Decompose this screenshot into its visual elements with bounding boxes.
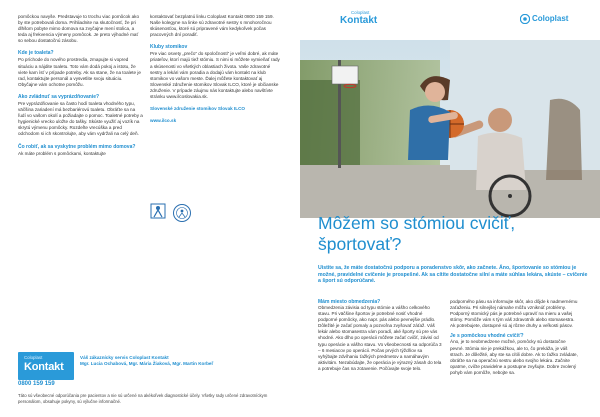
section-heading-clubs: Kluby stomikov: [150, 44, 188, 51]
kontakt-brand-small: Coloplast: [24, 355, 43, 360]
headline-line-1: Môžem so stómiou cvičiť,: [318, 213, 516, 233]
kontakt-brand-big: Kontakt: [24, 361, 64, 373]
section-heading-exercise: Je s pomôckou vhodné cvičiť?: [450, 333, 524, 340]
org-url-link[interactable]: www.ilco.sk: [150, 118, 177, 124]
section-text-toilet: Po príchode do nového prostredia, zmapujte si vopred situáciu a nájdite toaletu. Toto vám dodá pokoj a istotu, že viete kam ísť v prípade potreby. Ak sa stane, že na toalete je rad, kontaktujte personál a vysvetlite svoju situáciu. Obyčajne vám ochotne pomôžu.: [18, 57, 141, 87]
contact-nurses-names: Mgr. Lucia Ochabová, Mgr. Mária Žiaková, Mgr. Martin Korbeľ: [80, 361, 214, 367]
left-column-b: [150, 14, 280, 130]
section-text-exercise: Áno, je to neobmedzene možné, pomôcky sú dostatočne pevné. Stómia nie je prekážkou, ale to, čo prekáža, je váš strach. Je dôležité, aby ste sa cítili dobre. Ak to ťažko zvládate, obráťte sa na operačnú sestru alebo svojho lekára. Začnite opatrne, cvičte pravidelne a postupne zvyšujte. Dobre zvolený pohyb vám pomôže, nebojte sa.: [450, 339, 578, 375]
ilco-logo-icon: [150, 203, 166, 219]
right-column-b: [450, 299, 580, 380]
right-column-a: [318, 299, 442, 376]
coloplast-name: Coloplast: [532, 14, 569, 23]
contact-nurses-title: Váš zákaznícky servis Coloplast Kontakt: [80, 355, 169, 360]
section-text-limits: Obmedzenia závisia od typu stómie a vášho celkového stavu. Pri väčšine športov je potrebné nosiť vhodné podporné pomôcky, ako napr. pás alebo pevnejšie prádlo. Dôležité je začať pomaly a pozvoľna zvyšovať záťaž. Váš lekár alebo stomasestra vám poradí, aké športy sú pre vás vhodné. Ako dlho po operácii môžete začať cvičiť, závisí od typu operácie a vášho stavu. Vo všeobecnosti sa odporúča 3 – 6 mesiacov po operácii. Počas prvých týždňov sa vyhýbajte zdvíhaniu ťažkých predmetov a namáhavým aktivitám. Nezabúdajte, že operácia je výrazný zásah do tela a potrebuje čas na zotavenie. Počúvajte svoje telo.: [318, 305, 442, 371]
org-name: Slovenské združenie stomikov Slovak ILCO: [150, 106, 245, 112]
headline-line-2: športovať?: [318, 234, 402, 254]
section-text-emptying: Pre vyprázdňovanie sa často hodí toaleta vhodného typu, väčšina zariadení má bezbariérovú toaletu. Obráťte sa na ľudí vo vašom okolí a požiadajte o pomoc. Toaletné potreby a hygienické vrecko uložte do tašky. Skúste využiť aj vozík na skrytú výmenu pomôcky. Rozdeľte vrecúška a pred odchodom si ich skontrolujte, aby vám vydržali na celý deň.: [18, 100, 143, 137]
section-heading-toilet: Kde je toaleta?: [18, 50, 54, 57]
contact-bar: [18, 352, 288, 392]
hotline-phone[interactable]: 0800 159 159: [18, 381, 55, 387]
left-col-a-intro: pomôckou navyše. Predstavuje to trochu viac pomôcok ako by ste potrebovali doma. Prihliadnite na skutočnosť, že pri dlhšom pobyte mimo domova sa zvyčajne mení stolica, a teda aj frekvencia výmeny pomôcok. Je preto výhodné mať so sebou dostatočnú zásobu.: [18, 14, 140, 44]
photo-illustration: [300, 40, 600, 218]
section-text-problem: Ak máte problém s pomôckami, kontaktujte: [18, 150, 106, 156]
coloplast-mark-icon: [520, 14, 530, 24]
contact-nurses: [80, 355, 213, 367]
section-text-clubs: Pre viac osvety „prečo“ do spoločnosti“ je veľmi dobré, ak máte priateľov, ktorí majú tiež stómiu. S nimi si môžete vymieňať rady a skúsenosti vo všetkých oblastiach života. Vaše zdravotné sestry a lekári vám poradia a dodajú vám kontakt na klub stomikov vo vašom meste. Ďalej môžete kontaktovať aj Slovenské združenie stomikov Slovak ILCO, ktoré je občianske združenie. V prípade záujmu nás kontaktujte alebo navštívte stránku www.ilcoslovakia.sk.: [150, 51, 280, 100]
basketball-photo: [300, 40, 600, 218]
left-col-b-intro: kontaktovať bezplatnú linku Coloplast Kontakt 0800 159 159. Naše kolegyne na linke sú zdravotné sestry s mnohoročnou skúsenosťou, ktoré sú pripravené vám kedykoľvek počas pracovných dní poradiť.: [150, 14, 274, 38]
kontakt-logo-box: [18, 352, 74, 380]
brand-top-small: Coloplast: [351, 10, 370, 15]
association-seal-icon: [172, 203, 192, 223]
footnote: Táto sú všeobecné odporúčania pre pacientov a nie sú určené na akékoľvek diagnostické účely. Všetky rady určené zdravotníckym personálom, obsahuje pokyny, sú výlučne informačné.: [18, 393, 268, 404]
page-headline: [318, 213, 588, 255]
right-col-b-intro: podporného pásu sa informujte skôr, ako dôjde k nadmernému zaťaženiu. Pri silnejšej námahe môžu vzniknúť problémy. Podporný stomický pás je potrebné upraviť na mieru a vašej stómy. Pomôže vám s tým váš zdravotník alebo stomasestra. Ak potrebujete, dostupné sú aj rôzne druhy a veľkosti pásov.: [450, 299, 578, 329]
left-column-a: [18, 14, 143, 163]
section-heading-problem: Čo robiť, ak sa vyskytne problém mimo domova?: [18, 143, 136, 150]
partner-logos: [150, 203, 260, 225]
section-heading-emptying: Ako zvládnuť sa vyprázdňovanie?: [18, 93, 100, 100]
section-heading-limits: Mám miesto obmedzenia?: [318, 299, 381, 305]
brand-top-big: Kontakt: [340, 15, 378, 26]
lead-paragraph: Uistite sa, že máte dostatočnú podporu a poradenstvo skôr, ako začnete. Áno, športovanie so stómiou je možné, pravidelné cvičenie je prospešné. Ak sa cítite dostatočne silní a máte súhlas lekára, skúste – cvičenie a šport sú odporúčané.: [318, 265, 588, 285]
